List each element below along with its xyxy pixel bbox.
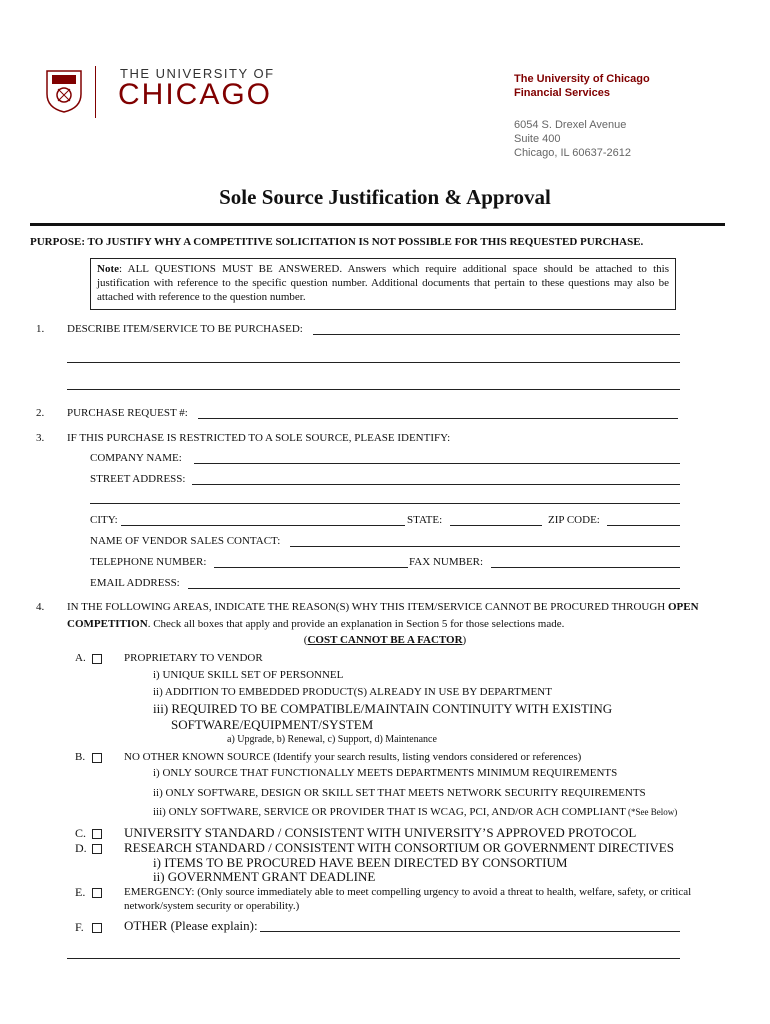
q4-intro-line2: COMPETITION. Check all boxes that apply and provide an explanation in Section 5 for those selections made.: [67, 618, 565, 630]
department-name: The University of Chicago: [514, 73, 650, 85]
q2-label: PURCHASE REQUEST #:: [67, 407, 188, 419]
purchase-request-field[interactable]: [198, 418, 678, 419]
option-a-iii-line2: SOFTWARE/EQUIPMENT/SYSTEM: [171, 717, 374, 732]
option-e-letter: E.: [75, 885, 86, 899]
option-b-checkbox[interactable]: [92, 753, 102, 763]
option-c-checkbox[interactable]: [92, 829, 102, 839]
q2-number: 2.: [36, 407, 45, 419]
option-d-ii: ii) GOVERNMENT GRANT DEADLINE: [153, 869, 376, 884]
option-a-iii: iii) REQUIRED TO BE COMPATIBLE/MAINTAIN CONTINUITY WITH EXISTING: [153, 701, 613, 716]
fax-field[interactable]: [491, 567, 680, 568]
city-field[interactable]: [121, 525, 405, 526]
option-d-i: i) ITEMS TO BE PROCURED HAVE BEEN DIRECTED BY CONSORTIUM: [153, 855, 568, 870]
address-line3: Chicago, IL 60637-2612: [514, 147, 632, 159]
other-explain-field[interactable]: [260, 931, 680, 932]
option-e-label: EMERGENCY: (Only source immediately able to meet compelling urgency to avoid a threat to health, welfare, safety, or critical: [124, 886, 692, 898]
zip-code-field[interactable]: [607, 525, 680, 526]
company-name-field[interactable]: [194, 463, 680, 464]
email-label: EMAIL ADDRESS:: [90, 577, 180, 589]
street-address-field-line2[interactable]: [90, 503, 680, 504]
university-name-line1: THE UNIVERSITY OF: [120, 66, 275, 81]
company-name-label: COMPANY NAME:: [90, 452, 182, 464]
department-subname: Financial Services: [514, 87, 610, 99]
note-text: : ALL QUESTIONS MUST BE ANSWERED. Answers which require additional space should be attached to this justification with reference to the specific question number. Additional documents that pertain to these questions may also be attached with reference to the question number.: [97, 263, 669, 303]
q4-intro-line1: IN THE FOLLOWING AREAS, INDICATE THE REASON(S) WHY THIS ITEM/SERVICE CANNOT BE PROCURED THROUGH OPEN: [67, 601, 699, 613]
option-a-letter: A.: [75, 652, 86, 664]
other-explain-field-line2[interactable]: [67, 958, 680, 959]
university-name-line2: CHICAGO: [118, 78, 273, 111]
email-field[interactable]: [188, 588, 680, 589]
option-a-i: i) UNIQUE SKILL SET OF PERSONNEL: [153, 669, 344, 681]
zip-code-label: ZIP CODE:: [548, 514, 600, 526]
sales-contact-label: NAME OF VENDOR SALES CONTACT:: [90, 535, 281, 547]
q1-field-line2[interactable]: [67, 362, 680, 363]
option-a-label: PROPRIETARY TO VENDOR: [124, 652, 263, 664]
street-address-label: STREET ADDRESS:: [90, 473, 186, 485]
option-a-ii: ii) ADDITION TO EMBEDDED PRODUCT(S) ALREADY IN USE BY DEPARTMENT: [153, 686, 552, 698]
address-line2: Suite 400: [514, 133, 561, 145]
option-c-letter: C.: [75, 826, 87, 840]
sales-contact-field[interactable]: [290, 546, 680, 547]
option-e-label-line2: network/system security or operability.): [124, 900, 300, 912]
fax-label: FAX NUMBER:: [409, 556, 484, 568]
page-title: Sole Source Justification & Approval: [219, 185, 551, 209]
street-address-field[interactable]: [192, 484, 680, 485]
q3-number: 3.: [36, 432, 45, 444]
university-crest-logo: [44, 68, 84, 114]
q1-label: DESCRIBE ITEM/SERVICE TO BE PURCHASED:: [67, 323, 303, 335]
header-divider: [95, 66, 96, 118]
state-label: STATE:: [407, 514, 443, 526]
q1-number: 1.: [36, 323, 45, 335]
option-d-label: RESEARCH STANDARD / CONSISTENT WITH CONSORTIUM OR GOVERNMENT DIRECTIVES: [124, 840, 674, 855]
q3-label: IF THIS PURCHASE IS RESTRICTED TO A SOLE SOURCE, PLEASE IDENTIFY:: [67, 432, 451, 444]
telephone-label: TELEPHONE NUMBER:: [90, 556, 207, 568]
option-b-ii: ii) ONLY SOFTWARE, DESIGN OR SKILL SET THAT MEETS NETWORK SECURITY REQUIREMENTS: [153, 787, 646, 799]
option-b-label: NO OTHER KNOWN SOURCE (Identify your search results, listing vendors considered or references): [124, 751, 582, 763]
option-f-letter: F.: [75, 920, 84, 934]
purpose-statement: PURPOSE: TO JUSTIFY WHY A COMPETITIVE SOLICITATION IS NOT POSSIBLE FOR THIS REQUESTED PURCHASE.: [30, 236, 644, 248]
option-a-iii-subitems: a) Upgrade, b) Renewal, c) Support, d) Maintenance: [227, 734, 437, 745]
note-box: [90, 258, 676, 310]
option-b-i: i) ONLY SOURCE THAT FUNCTIONALLY MEETS DEPARTMENTS MINIMUM REQUIREMENTS: [153, 767, 618, 779]
cost-not-factor-note: (COST CANNOT BE A FACTOR): [303, 634, 467, 646]
option-f-label: OTHER (Please explain):: [124, 918, 258, 933]
option-d-letter: D.: [75, 841, 87, 855]
option-e-checkbox[interactable]: [92, 888, 102, 898]
q1-field[interactable]: [313, 334, 680, 335]
city-label: CITY:: [90, 514, 118, 526]
option-b-iii: iii) ONLY SOFTWARE, SERVICE OR PROVIDER THAT IS WCAG, PCI, AND/OR ACH COMPLIANT (*See Below): [153, 806, 678, 818]
q4-number: 4.: [36, 601, 45, 613]
title-rule: [30, 223, 725, 226]
option-b-letter: B.: [75, 751, 86, 763]
note-label: Note: [97, 263, 119, 275]
option-c-label: UNIVERSITY STANDARD / CONSISTENT WITH UNIVERSITY’S APPROVED PROTOCOL: [124, 825, 637, 840]
option-d-checkbox[interactable]: [92, 844, 102, 854]
option-a-checkbox[interactable]: [92, 654, 102, 664]
address-line1: 6054 S. Drexel Avenue: [514, 119, 627, 131]
telephone-field[interactable]: [214, 567, 408, 568]
state-field[interactable]: [450, 525, 542, 526]
q1-field-line3[interactable]: [67, 389, 680, 390]
option-f-checkbox[interactable]: [92, 923, 102, 933]
